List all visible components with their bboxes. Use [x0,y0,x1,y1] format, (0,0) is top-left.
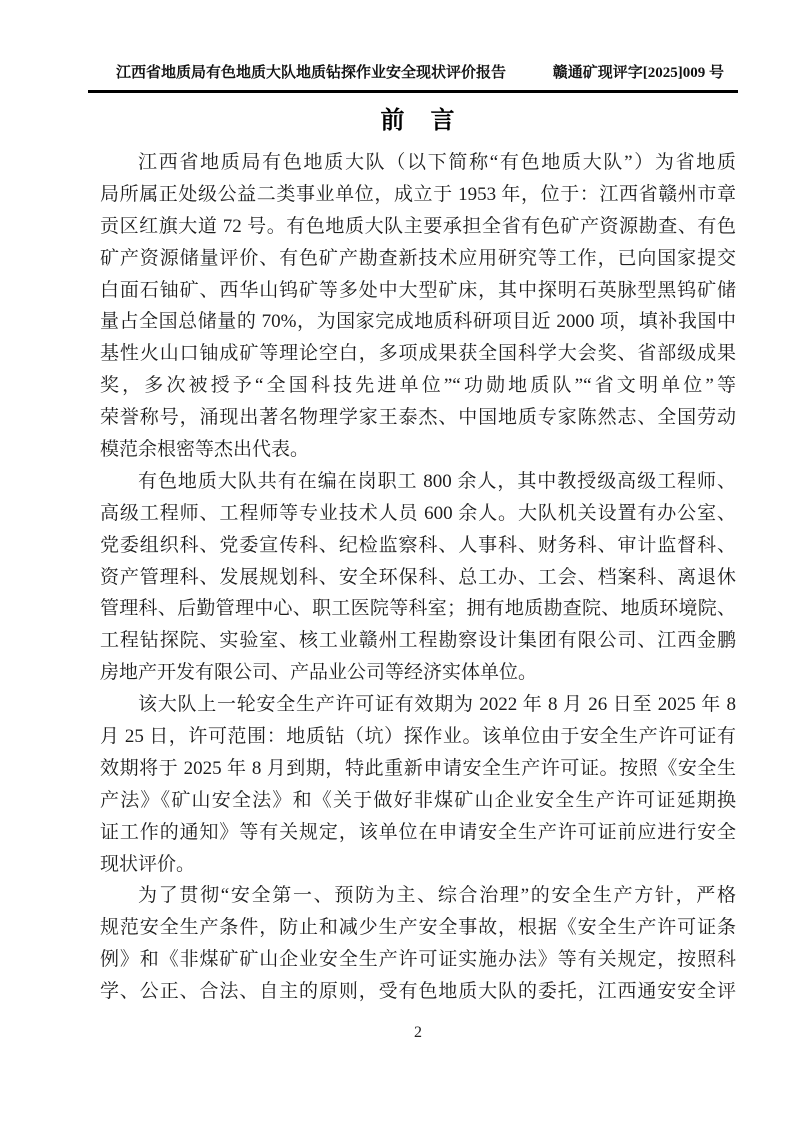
text-line: 江西省地质局有色地质大队（以下简称“有色地质大队”）为省地质 [138,152,736,173]
page-number: 2 [414,1024,422,1041]
text-line: 管理科、后勤管理中心、职工医院等科室；拥有地质勘查院、地质环境院、 [100,598,736,620]
text-line: 资产管理科、发展规划科、安全环保科、总工办、工会、档案科、离退休 [100,566,736,588]
text-line: 产法》《矿山安全法》和《关于做好非煤矿山企业安全生产许可证延期换 [100,789,736,811]
text-line: 基性火山口铀成矿等理论空白，多项成果获全国科学大会奖、省部级成果 [100,343,736,365]
header-report-title: 江西省地质局有色地质大队地质钻探作业安全现状评价报告 [116,65,507,81]
text-line: 有色地质大队共有在编在岗职工 800 余人，其中教授级高级工程师、 [138,470,736,492]
text-line: 矿产资源储量评价、有色矿产勘查新技术应用研究等工作，已向国家提交 [100,247,736,269]
text-line: 模范余根密等杰出代表。 [100,439,310,461]
text-line: 房地产开发有限公司、产品业公司等经济实体单位。 [100,662,538,684]
text-line: 荣誉称号，涌现出著名物理学家王泰杰、中国地质专家陈然志、全国劳动 [100,407,736,429]
text-line: 党委组织科、党委宣传科、纪检监察科、人事科、财务科、审计监督科、 [100,534,736,556]
paragraph [100,466,736,689]
text-line: 白面石铀矿、西华山钨矿等多处中大型矿床，其中探明石英脉型黑钨矿储 [100,279,736,301]
text-line: 月 25 日，许可范围：地质钻（坑）探作业。该单位由于安全生产许可证有 [100,726,736,748]
text-line: 高级工程师、工程师等专业技术人员 600 余人。大队机关设置有办公室、 [100,502,736,524]
text-line: 局所属正处级公益二类事业单位，成立于 1953 年，位于：江西省赣州市章 [100,183,736,205]
text-line: 贡区红旗大道 72 号。有色地质大队主要承担全省有色矿产资源勘查、有色 [100,215,736,237]
text-line: 为了贯彻“安全第一、预防为主、综合治理”的安全生产方针，严格 [138,885,736,907]
header-doc-number: 赣通矿现评字[2025]009 号 [552,65,724,81]
text-line: 学、公正、合法、自主的原则，受有色地质大队的委托，江西通安安全评 [100,981,736,1003]
page-title: 前 言 [380,108,456,134]
text-line: 现状评价。 [100,853,196,875]
text-line: 规范安全生产条件，防止和减少生产安全事故，根据《安全生产许可证条 [100,917,736,939]
paragraph [100,689,736,880]
text-line: 效期将于 2025 年 8 月到期，特此重新申请安全生产许可证。按照《安全生 [100,757,736,779]
text-line: 量占全国总储量的 70%，为国家完成地质科研项目近 2000 项，填补我国中 [100,311,736,333]
text-line: 奖，多次被授予“全国科技先进单位”“功勋地质队”“省文明单位”等 [100,375,736,397]
text-line: 该大队上一轮安全生产许可证有效期为 2022 年 8 月 26 日至 2025 年 8 [138,694,736,716]
text-line: 工程钻探院、实验室、核工业赣州工程勘察设计集团有限公司、江西金鹏 [100,630,736,652]
text-line: 例》和《非煤矿矿山企业安全生产许可证实施办法》等有关规定，按照科 [100,949,736,971]
paragraph [100,880,736,1008]
paragraph [100,147,736,466]
text-line: 证工作的通知》等有关规定，该单位在申请安全生产许可证前应进行安全 [100,821,736,843]
paragraphs [100,147,736,1008]
page-header [88,61,738,93]
